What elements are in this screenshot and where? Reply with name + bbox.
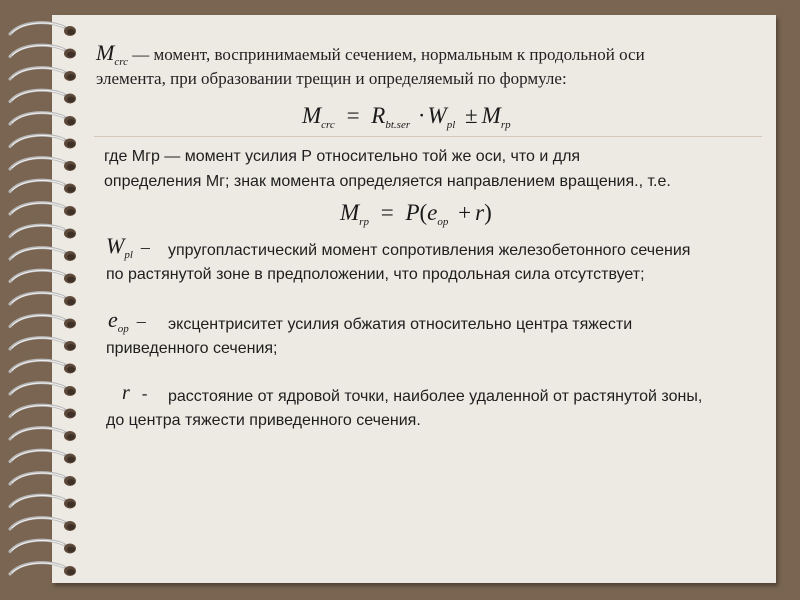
- item-r-line2: до центра тяжести приведенного сечения.: [106, 412, 421, 429]
- item-r-line1: расстояние от ядровой точки, наиболее удаленной от растянутой зоны,: [168, 388, 703, 405]
- symbol-wpl: $W_{pl}$ –: [106, 233, 150, 261]
- divider-line: [94, 136, 762, 137]
- formula-mrp: $M_{rp} = P(e_{op} + r)$: [340, 200, 492, 228]
- paragraph-mrp-line1: где Mгр — момент усилия Р относительно той же оси, что и для: [104, 148, 581, 165]
- symbol-mcrc: $M_{crc}$: [96, 40, 128, 68]
- item-eop-line2: приведенного сечения;: [106, 340, 278, 357]
- notebook-page: [52, 15, 776, 583]
- item-eop-line1: эксцентриситет усилия обжатия относительно центра тяжести: [168, 316, 633, 333]
- symbol-r: r -: [122, 382, 148, 404]
- formula-mcrc: $M_{crc} = R_{bt.ser} \cdot W_{pl} \pm M_{rp}$: [302, 103, 511, 131]
- item-wpl-line2: по растянутой зоне в предположении, что продольная сила отсутствует;: [106, 266, 645, 283]
- paragraph-mcrc-line2: элемента, при образовании трещин и определяемый по формуле:: [96, 69, 567, 88]
- paragraph-mrp-line2: определения Mг; знак момента определяется направлением вращения., т.е.: [104, 173, 671, 190]
- symbol-eop: $e_{op}$ –: [108, 307, 146, 335]
- paragraph-mcrc-line1: — момент, воспринимаемый сечением, нормальным к продольной оси: [127, 45, 645, 64]
- item-wpl-line1: упругопластический момент сопротивления железобетонного сечения: [168, 242, 691, 259]
